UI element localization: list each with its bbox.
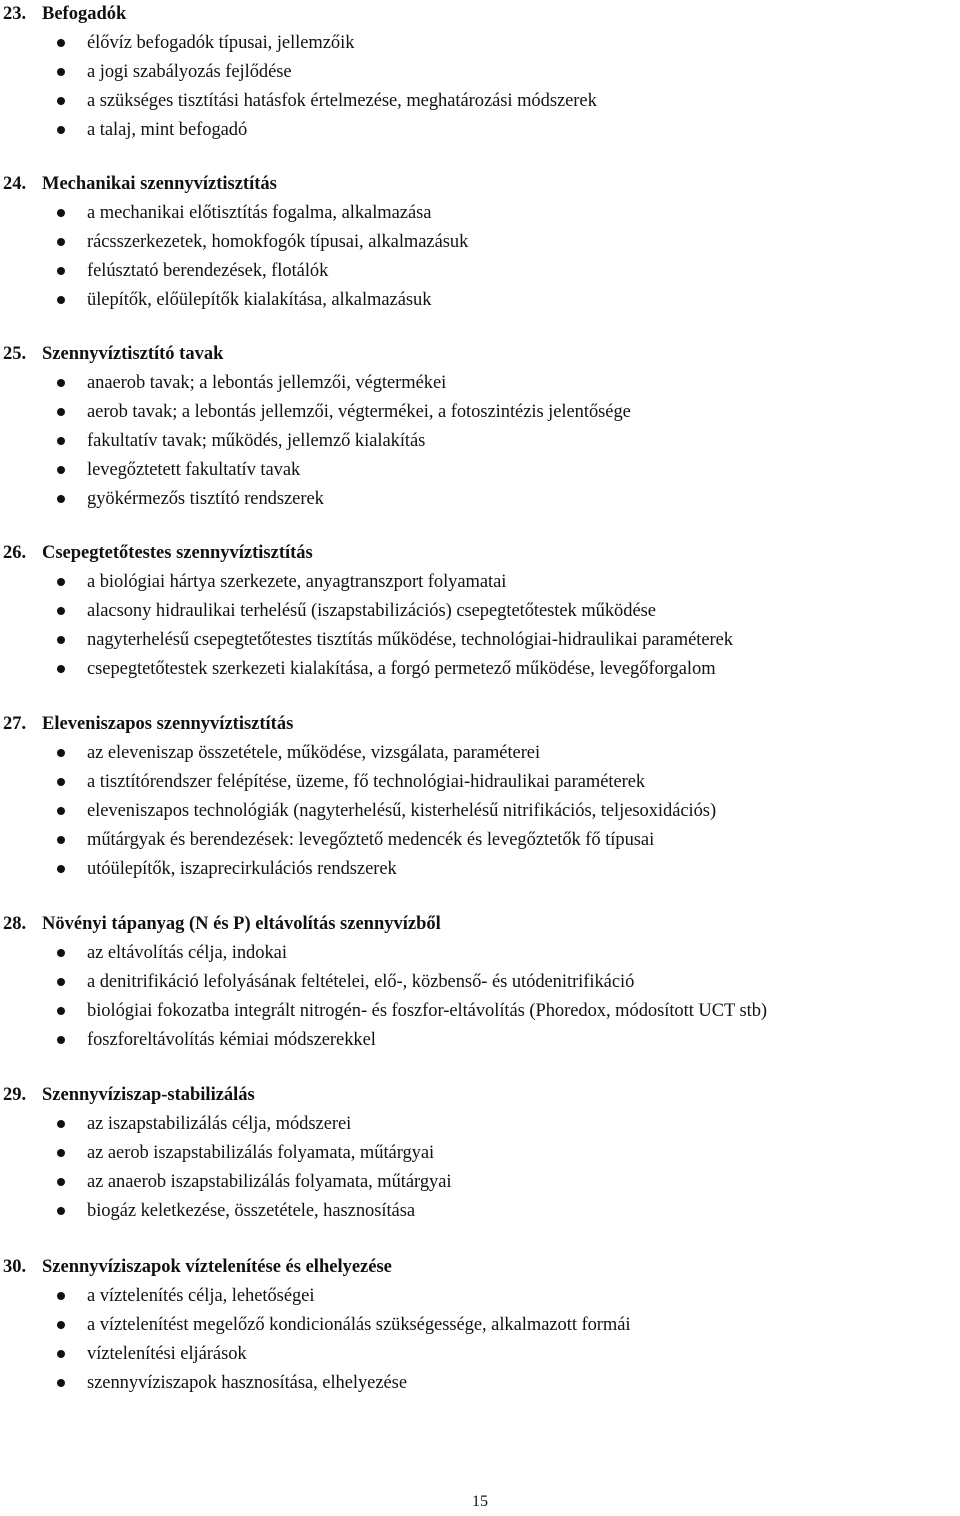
list-item — [0, 626, 960, 655]
list-item — [0, 855, 960, 884]
bullet-icon — [57, 949, 65, 957]
section-25 — [0, 340, 960, 514]
bullet-icon — [57, 209, 65, 217]
bullet-icon — [57, 466, 65, 474]
list-item — [0, 257, 960, 286]
bullet-icon — [57, 778, 65, 786]
list-item-text: a mechanikai előtisztítás fogalma, alkalmazása — [87, 203, 432, 223]
bullet-icon — [57, 68, 65, 76]
list-item — [0, 29, 960, 58]
section-heading — [0, 710, 960, 739]
bullet-icon — [57, 749, 65, 757]
bullet-icon — [57, 1321, 65, 1329]
list-item-text: műtárgyak és berendezések: levegőztető medencék és levegőztetők fő típusai — [87, 830, 655, 850]
section-23 — [0, 0, 960, 145]
list-item-text: aerob tavak; a lebontás jellemzői, végtermékei, a fotoszintézis jelentősége — [87, 402, 631, 422]
section-heading — [0, 170, 960, 199]
list-item — [0, 1168, 960, 1197]
bullet-icon — [57, 865, 65, 873]
bullet-icon — [57, 126, 65, 134]
list-item — [0, 1311, 960, 1340]
list-item-text: biológiai fokozatba integrált nitrogén- és foszfor-eltávolítás (Phoredox, módosított UCT stb) — [87, 1001, 768, 1021]
bullet-icon — [57, 39, 65, 47]
bullet-icon — [57, 978, 65, 986]
list-item — [0, 58, 960, 87]
bullet-icon — [57, 408, 65, 416]
list-item — [0, 228, 960, 257]
bullet-icon — [57, 296, 65, 304]
list-item-text: az aerob iszapstabilizálás folyamata, műtárgyai — [87, 1143, 435, 1163]
section-heading — [0, 1253, 960, 1282]
page-number: 15 — [472, 1493, 488, 1510]
list-item — [0, 1110, 960, 1139]
section-number: 28. — [3, 914, 27, 934]
list-item — [0, 1369, 960, 1398]
list-item-text: az iszapstabilizálás célja, módszerei — [87, 1114, 352, 1134]
list-item — [0, 1282, 960, 1311]
list-item-text: fakultatív tavak; működés, jellemző kialakítás — [87, 431, 426, 451]
bullet-icon — [57, 437, 65, 445]
bullet-icon — [57, 1207, 65, 1215]
list-item — [0, 797, 960, 826]
list-item — [0, 369, 960, 398]
bullet-icon — [57, 578, 65, 586]
list-item-text: utóülepítők, iszaprecirkulációs rendszerek — [87, 859, 397, 879]
section-number: 26. — [3, 543, 27, 563]
list-item-text: nagyterhelésű csepegtetőtestes tisztítás működése, technológiai-hidraulikai paraméterek — [87, 630, 733, 650]
section-title: Szennyvíziszap-stabilizálás — [42, 1085, 255, 1105]
list-item-text: a biológiai hártya szerkezete, anyagtranszport folyamatai — [87, 572, 507, 592]
section-title: Csepegtetőtestes szennyvíztisztítás — [42, 543, 313, 563]
bullet-icon — [57, 1120, 65, 1128]
list-item — [0, 739, 960, 768]
section-heading — [0, 1081, 960, 1110]
list-item-text: foszforeltávolítás kémiai módszerekkel — [87, 1030, 376, 1050]
bullet-list — [0, 199, 960, 315]
list-item-text: rácsszerkezetek, homokfogók típusai, alkalmazásuk — [87, 232, 469, 252]
bullet-list — [0, 739, 960, 884]
bullet-icon — [57, 807, 65, 815]
list-item — [0, 87, 960, 116]
bullet-icon — [57, 665, 65, 673]
bullet-icon — [57, 495, 65, 503]
list-item-text: ülepítők, előülepítők kialakítása, alkalmazásuk — [87, 290, 432, 310]
section-29 — [0, 1081, 960, 1226]
section-24 — [0, 170, 960, 315]
list-item-text: eleveniszapos technológiák (nagyterhelésű, kisterhelésű nitrifikációs, teljesoxidációs) — [87, 801, 717, 821]
section-title: Növényi tápanyag (N és P) eltávolítás szennyvízből — [42, 914, 441, 934]
list-item-text: a víztelenítés célja, lehetőségei — [87, 1286, 315, 1306]
section-heading — [0, 910, 960, 939]
section-heading — [0, 0, 960, 29]
section-30 — [0, 1253, 960, 1398]
bullet-icon — [57, 836, 65, 844]
bullet-list — [0, 29, 960, 145]
list-item-text: élővíz befogadók típusai, jellemzőik — [87, 33, 355, 53]
bullet-icon — [57, 607, 65, 615]
list-item — [0, 597, 960, 626]
list-item — [0, 116, 960, 145]
list-item — [0, 968, 960, 997]
list-item — [0, 826, 960, 855]
list-item-text: az anaerob iszapstabilizálás folyamata, műtárgyai — [87, 1172, 452, 1192]
section-26 — [0, 539, 960, 684]
list-item-text: a tisztítórendszer felépítése, üzeme, fő technológiai-hidraulikai paraméterek — [87, 772, 646, 792]
list-item — [0, 997, 960, 1026]
list-item-text: a szükséges tisztítási hatásfok értelmezése, meghatározási módszerek — [87, 91, 597, 111]
list-item — [0, 427, 960, 456]
list-item — [0, 568, 960, 597]
list-item — [0, 768, 960, 797]
list-item — [0, 1139, 960, 1168]
list-item — [0, 1340, 960, 1369]
list-item — [0, 939, 960, 968]
bullet-icon — [57, 1292, 65, 1300]
bullet-icon — [57, 379, 65, 387]
list-item-text: biogáz keletkezése, összetétele, hasznosítása — [87, 1201, 416, 1221]
bullet-icon — [57, 1007, 65, 1015]
list-item — [0, 485, 960, 514]
list-item-text: gyökérmezős tisztító rendszerek — [87, 489, 324, 509]
bullet-list — [0, 1110, 960, 1226]
bullet-icon — [57, 1379, 65, 1387]
list-item — [0, 655, 960, 684]
list-item — [0, 398, 960, 427]
section-number: 29. — [3, 1085, 27, 1105]
section-title: Szennyvíztisztító tavak — [42, 344, 224, 364]
bullet-icon — [57, 97, 65, 105]
list-item-text: felúsztató berendezések, flotálók — [87, 261, 329, 281]
list-item — [0, 1197, 960, 1226]
list-item — [0, 456, 960, 485]
list-item — [0, 199, 960, 228]
bullet-list — [0, 568, 960, 684]
section-28 — [0, 910, 960, 1055]
section-heading — [0, 539, 960, 568]
bullet-list — [0, 939, 960, 1055]
bullet-icon — [57, 238, 65, 246]
list-item-text: víztelenítési eljárások — [87, 1344, 247, 1364]
section-number: 25. — [3, 344, 27, 364]
bullet-list — [0, 369, 960, 514]
list-item — [0, 1026, 960, 1055]
bullet-icon — [57, 1350, 65, 1358]
bullet-icon — [57, 1149, 65, 1157]
section-title: Befogadók — [42, 4, 127, 24]
list-item — [0, 286, 960, 315]
bullet-icon — [57, 267, 65, 275]
section-heading — [0, 340, 960, 369]
bullet-icon — [57, 1178, 65, 1186]
list-item-text: a jogi szabályozás fejlődése — [87, 62, 292, 82]
list-item-text: anaerob tavak; a lebontás jellemzői, végtermékei — [87, 373, 447, 393]
list-item-text: levegőztetett fakultatív tavak — [87, 460, 301, 480]
list-item-text: csepegtetőtestek szerkezeti kialakítása, a forgó permetező működése, levegőforgalom — [87, 659, 716, 679]
list-item-text: a talaj, mint befogadó — [87, 120, 248, 140]
section-number: 24. — [3, 174, 27, 194]
list-item-text: az eleveniszap összetétele, működése, vizsgálata, paraméterei — [87, 743, 541, 763]
list-item-text: a denitrifikáció lefolyásának feltételei, elő-, közbenső- és utódenitrifikáció — [87, 972, 635, 992]
section-number: 27. — [3, 714, 27, 734]
section-number: 30. — [3, 1257, 27, 1277]
section-title: Mechanikai szennyvíztisztítás — [42, 174, 277, 194]
section-title: Eleveniszapos szennyvíztisztítás — [42, 714, 294, 734]
list-item-text: az eltávolítás célja, indokai — [87, 943, 287, 963]
section-title: Szennyvíziszapok víztelenítése és elhelyezése — [42, 1257, 392, 1277]
bullet-icon — [57, 636, 65, 644]
list-item-text: szennyvíziszapok hasznosítása, elhelyezése — [87, 1373, 407, 1393]
list-item-text: a víztelenítést megelőző kondicionálás szükségessége, alkalmazott formái — [87, 1315, 631, 1335]
bullet-list — [0, 1282, 960, 1398]
list-item-text: alacsony hidraulikai terhelésű (iszapstabilizációs) csepegtetőtestek működése — [87, 601, 656, 621]
bullet-icon — [57, 1036, 65, 1044]
section-27 — [0, 710, 960, 884]
section-number: 23. — [3, 4, 27, 24]
